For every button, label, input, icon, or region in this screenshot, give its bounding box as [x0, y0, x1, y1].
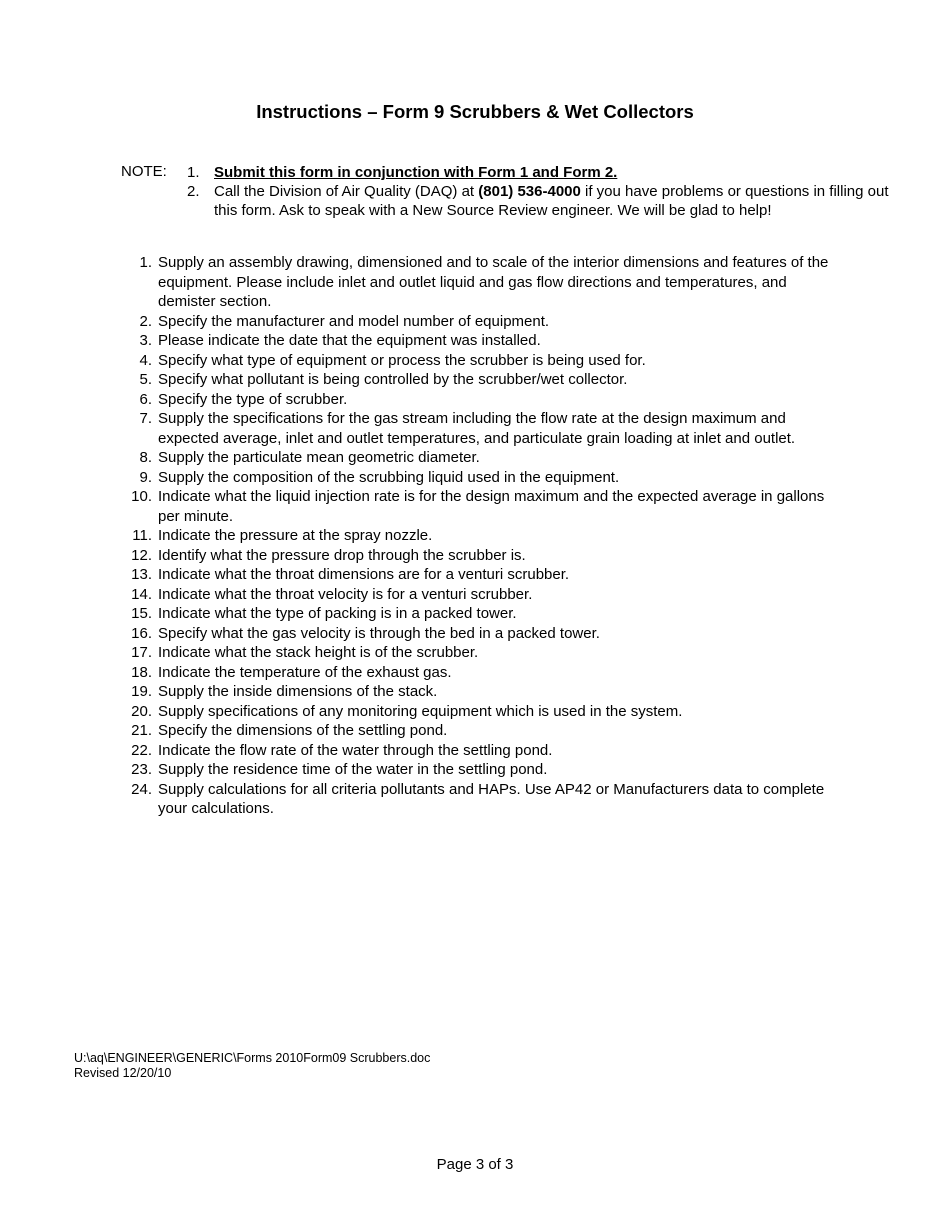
- list-item-number: 9.: [139, 468, 152, 486]
- list-item-number: 18.: [131, 663, 152, 681]
- list-item: [0, 312, 950, 332]
- list-item: [0, 526, 950, 546]
- list-item-text: Indicate the temperature of the exhaust gas.: [158, 663, 452, 681]
- list-item: [0, 741, 950, 761]
- list-item-text: Indicate the pressure at the spray nozzle.: [158, 527, 433, 544]
- list-item-text: Specify the dimensions of the settling pond.: [158, 722, 448, 739]
- list-item-number: 7.: [139, 410, 152, 427]
- list-item-number: 11.: [132, 527, 152, 544]
- list-item-number: 16.: [131, 624, 152, 642]
- list-item-number: 22.: [131, 741, 152, 759]
- list-item-text: Indicate what the stack height is of the scrubber.: [158, 644, 479, 661]
- file-path: U:\aq\ENGINEER\GENERIC\Forms 2010Form09 Scrubbers.doc: [74, 1051, 431, 1065]
- list-item-text: Indicate what the liquid injection rate is for the design maximum and the expected average in gallons per minute.: [158, 488, 825, 525]
- list-item: [0, 682, 950, 702]
- list-item: [0, 468, 950, 488]
- list-item: [0, 253, 950, 312]
- note-label: NOTE:: [121, 163, 167, 180]
- list-item-number: 8.: [139, 449, 152, 466]
- list-item: [0, 760, 950, 780]
- list-item: [0, 546, 950, 566]
- list-item-number: 14.: [131, 585, 152, 603]
- page-title: Instructions – Form 9 Scrubbers & Wet Collectors: [256, 101, 694, 122]
- list-item: [0, 409, 950, 448]
- note-text-pre: Call the Division of Air Quality (DAQ) at: [214, 183, 479, 200]
- list-item-number: 6.: [139, 390, 152, 408]
- list-item-number: 5.: [139, 371, 152, 388]
- list-item-text: Supply calculations for all criteria pollutants and HAPs. Use AP42 or Manufacturers data to complete your calculations.: [158, 780, 825, 817]
- list-item: [0, 702, 950, 722]
- list-item-number: 1.: [139, 254, 152, 271]
- list-item: [0, 565, 950, 585]
- note-text: [214, 182, 894, 220]
- list-item: [0, 663, 950, 683]
- list-item-number: 13.: [131, 566, 152, 583]
- revised-date: Revised 12/20/10: [74, 1066, 172, 1080]
- note-text-post: if you have problems or questions in filling out this form. Ask to speak with a New Source Review engineer. We will be glad to help!: [214, 183, 889, 219]
- list-item-text: Supply specifications of any monitoring equipment which is used in the system.: [158, 702, 683, 720]
- list-item: [0, 331, 950, 351]
- list-item: [0, 624, 950, 644]
- list-item-text: Specify what the gas velocity is through the bed in a packed tower.: [158, 624, 600, 642]
- list-item-number: 10.: [131, 488, 152, 505]
- list-item-number: 23.: [131, 761, 152, 778]
- note-number: 2.: [187, 183, 200, 200]
- list-item-text: Specify the type of scrubber.: [158, 390, 348, 408]
- list-item-number: 19.: [131, 683, 152, 700]
- list-item-number: 4.: [139, 351, 152, 369]
- list-item: [0, 351, 950, 371]
- list-item-text: Supply the particulate mean geometric diameter.: [158, 449, 480, 466]
- list-item-number: 21.: [131, 722, 152, 739]
- note-emphasis: Submit this form in conjunction with Form 1 and Form 2.: [214, 164, 618, 181]
- note-number: 1.: [187, 164, 200, 181]
- list-item-text: Indicate what the throat dimensions are for a venturi scrubber.: [158, 566, 570, 583]
- list-item: [0, 643, 950, 663]
- list-item-number: 20.: [131, 702, 152, 720]
- footer: [74, 1051, 430, 1081]
- list-item: [0, 370, 950, 390]
- list-item-text: Supply the residence time of the water in the settling pond.: [158, 761, 548, 778]
- list-item-number: 3.: [139, 332, 152, 349]
- list-item-text: Supply an assembly drawing, dimensioned and to scale of the interior dimensions and features of the equipment. Please include inlet and outlet liquid and gas flow directions and temperatures, and demister section.: [158, 254, 829, 310]
- list-item-text: Please indicate the date that the equipment was installed.: [158, 332, 541, 349]
- note-text: [214, 163, 894, 182]
- list-item: [0, 780, 950, 819]
- list-item: [0, 448, 950, 468]
- phone-number: (801) 536-4000: [478, 183, 581, 200]
- instruction-list: [0, 253, 950, 819]
- list-item-text: Supply the inside dimensions of the stack.: [158, 683, 438, 700]
- list-item-text: Indicate the flow rate of the water through the settling pond.: [158, 741, 553, 759]
- list-item: [0, 604, 950, 624]
- list-item-text: Supply the composition of the scrubbing liquid used in the equipment.: [158, 468, 620, 486]
- list-item-number: 17.: [131, 644, 152, 661]
- list-item-text: Supply the specifications for the gas stream including the flow rate at the design maximum and expected average, inlet and outlet temperatures, and particulate grain loading at inlet and outlet.: [158, 410, 796, 447]
- list-item-text: Identify what the pressure drop through the scrubber is.: [158, 546, 526, 564]
- page-number: Page 3 of 3: [436, 1156, 514, 1173]
- list-item-text: Specify the manufacturer and model number of equipment.: [158, 312, 550, 330]
- list-item: [0, 585, 950, 605]
- list-item-text: Specify what pollutant is being controlled by the scrubber/wet collector.: [158, 371, 628, 388]
- list-item-number: 15.: [131, 605, 152, 622]
- list-item-number: 2.: [139, 312, 152, 330]
- list-item: [0, 721, 950, 741]
- list-item-text: Specify what type of equipment or process the scrubber is being used for.: [158, 351, 646, 369]
- list-item-number: 24.: [131, 780, 152, 798]
- list-item: [0, 390, 950, 410]
- list-item-text: Indicate what the throat velocity is for a venturi scrubber.: [158, 585, 533, 603]
- list-item: [0, 487, 950, 526]
- list-item-text: Indicate what the type of packing is in a packed tower.: [158, 605, 517, 622]
- list-item-number: 12.: [131, 546, 152, 564]
